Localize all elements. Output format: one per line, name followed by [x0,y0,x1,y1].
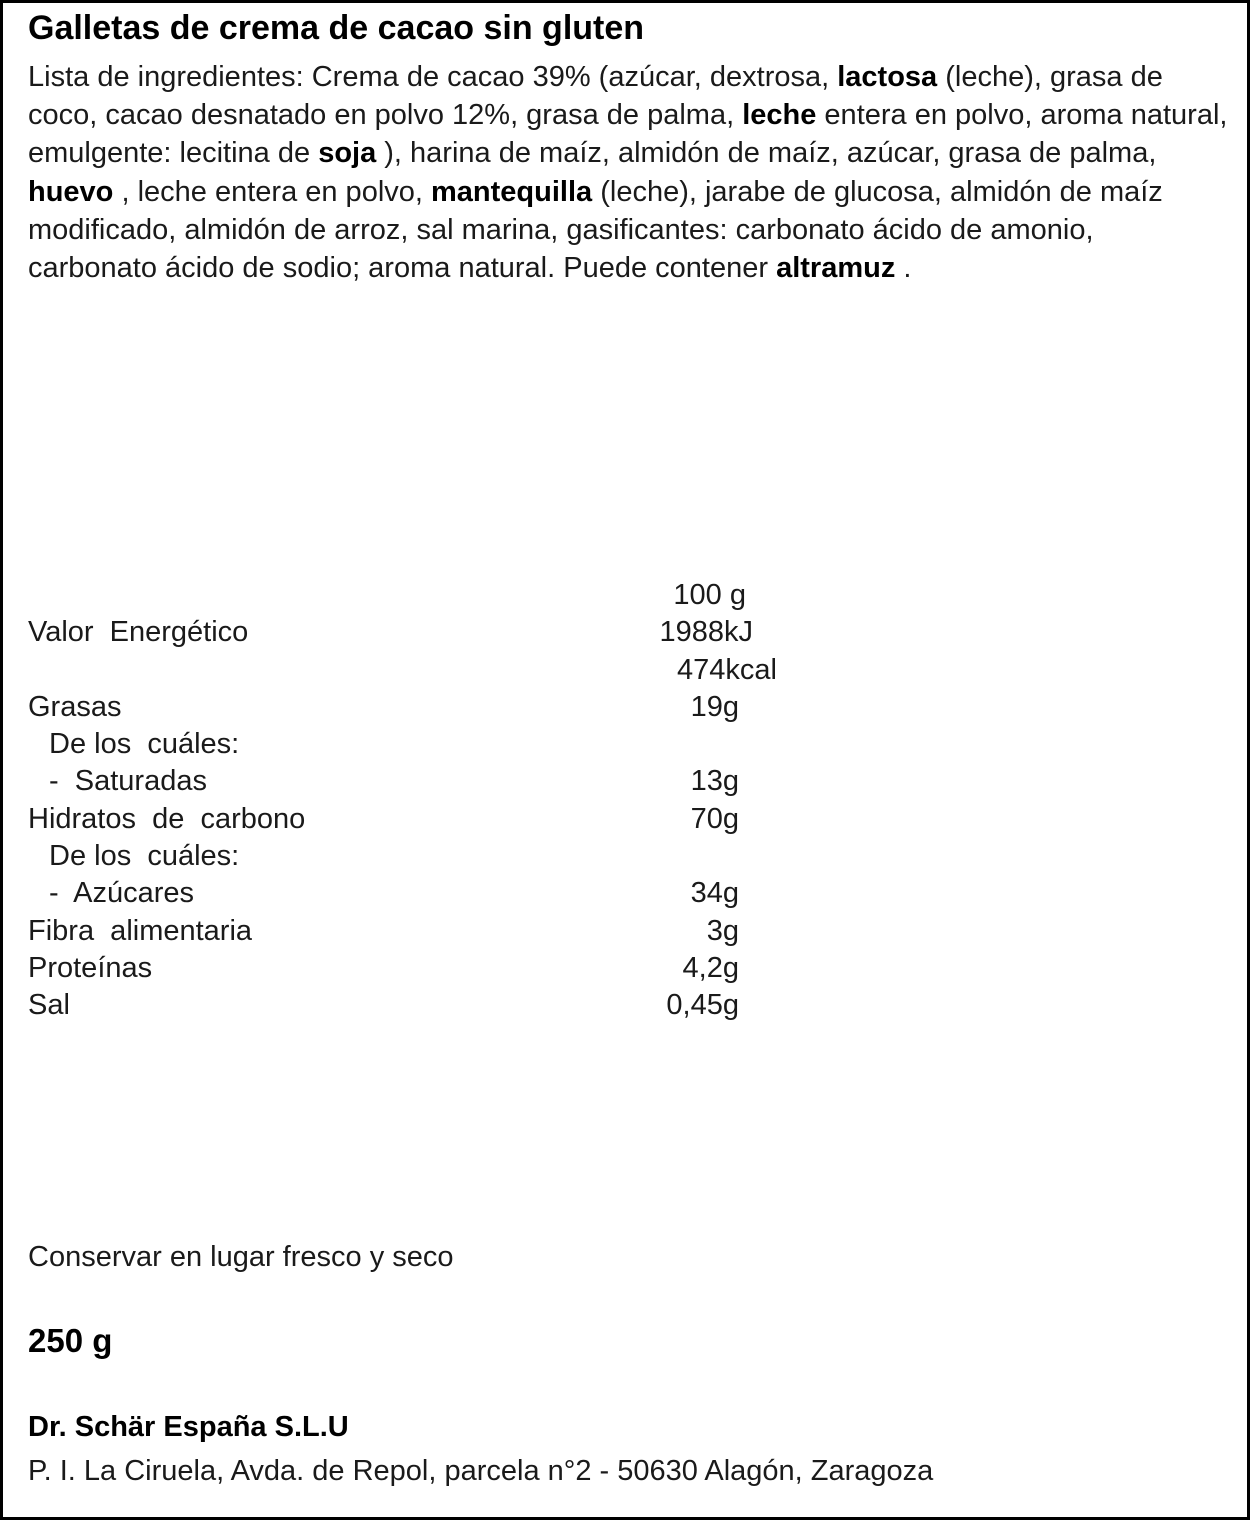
ingredient-text: ), harina de maíz, almidón de maíz, azúcar, grasa de palma, [376,137,1157,170]
allergen-text: huevo [28,175,114,208]
nutrient-label: Grasas [28,690,122,723]
nutrition-row [3,987,1250,1024]
nutrient-label: Valor Energético [28,616,249,649]
allergen-text: mantequilla [431,175,593,208]
nutrition-row [3,950,1250,987]
nutrient-label: Sal [28,989,70,1022]
nutrient-value: 34g [690,877,739,910]
nutrient-value: 70g [690,802,739,835]
ingredients-list [28,58,1228,287]
allergen-text: lactosa [837,61,938,93]
allergen-text: soja [318,137,377,170]
nutrition-row [3,689,1250,726]
nutrient-value: 19g [690,690,739,723]
net-weight: 250 g [28,1322,113,1359]
nutrition-row [3,614,1250,651]
nutrient-label: De los cuáles: [49,728,240,761]
company-address: P. I. La Ciruela, Avda. de Repol, parcela n°2 - 50630 Alagón, Zaragoza [28,1455,934,1487]
nutrient-label: De los cuáles: [49,840,240,873]
ingredient-text: entera en polvo, aroma natural, emulgente: lecitina de [28,99,1228,170]
product-title: Galletas de crema de cacao sin gluten [28,9,645,47]
nutrient-label: Fibra alimentaria [28,914,253,947]
nutrition-header: 100 g [673,579,746,611]
company-name: Dr. Schär España S.L.U [28,1411,349,1443]
allergen-text: leche [742,99,817,132]
ingredient-text: . [895,252,912,285]
nutrition-row [3,913,1250,950]
nutrition-table [3,577,1250,1025]
nutrition-row [3,763,1250,800]
ingredient-text: , leche entera en polvo, [113,175,432,208]
nutrition-row [3,652,1250,689]
nutrient-value: 3g [706,914,739,947]
nutrient-value: 0,45g [666,989,739,1022]
nutrition-row [3,726,1250,763]
allergen-text: altramuz [776,252,896,285]
nutrient-value: 474kcal [677,653,777,686]
nutrition-row [3,875,1250,912]
nutrient-label: Proteínas [28,951,153,984]
ingredient-text: (leche), grasa de coco, cacao desnatado en polvo 12%, grasa de palma, [28,61,1163,132]
ingredient-text: (leche), jarabe de glucosa, almidón de maíz modificado, almidón de arroz, sal marina, gasificantes: carbonato ácido de amonio, carbonato ácido de sodio; aroma natural. Puede contener [28,175,1163,285]
nutrient-value: 1988kJ [659,616,753,649]
storage-instructions: Conservar en lugar fresco y seco [28,1241,454,1273]
nutrition-row [3,838,1250,875]
nutrient-value: 13g [690,765,739,798]
nutrient-label: - Azúcares [49,877,195,910]
ingredient-text: Lista de ingredientes: Crema de cacao 39% (azúcar, dextrosa, [28,61,838,93]
nutrient-value: 4,2g [682,951,739,984]
nutrition-header-row [3,577,1250,614]
nutrient-label: Hidratos de carbono [28,802,306,835]
nutrition-row [3,801,1250,838]
nutrient-label: - Saturadas [49,765,207,798]
